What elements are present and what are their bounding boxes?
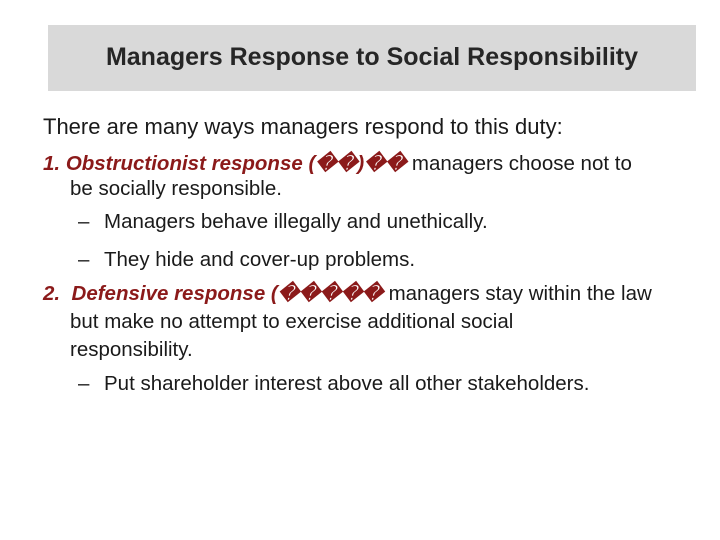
item-1-garbled-2: �� — [364, 152, 407, 175]
item-2-garbled-2: �� — [340, 282, 383, 305]
dash-bullet: – — [78, 372, 90, 395]
item-1-sub-1-text: Managers behave illegally and unethically. — [104, 210, 488, 233]
item-2-heading — [43, 282, 652, 306]
item-1-garbled: ��) — [315, 152, 365, 175]
item-1-continuation: be socially responsible. — [70, 177, 282, 200]
item-2-continuation-2: responsibility. — [70, 338, 193, 361]
dash-bullet: – — [78, 210, 90, 233]
item-1-heading — [43, 152, 632, 176]
title-box — [48, 25, 696, 91]
item-2-garbled: ��� — [277, 282, 341, 305]
item-1-sub-1 — [78, 210, 488, 234]
dash-bullet: – — [78, 248, 90, 271]
item-2-rest: managers stay within the law — [388, 282, 652, 305]
item-1-term: Obstructionist response ( — [65, 152, 316, 175]
item-2-sub-1-text: Put shareholder interest above all other stakeholders. — [104, 372, 590, 395]
item-1-rest: managers choose not to — [411, 152, 632, 175]
item-1-sub-2 — [78, 248, 415, 272]
item-2-term: Defensive response ( — [71, 282, 278, 305]
item-2-continuation-1: but make no attempt to exercise additional social — [70, 310, 514, 333]
item-1-sub-2-text: They hide and cover-up problems. — [104, 248, 416, 271]
intro-text: There are many ways managers respond to this duty: — [43, 114, 563, 139]
item-1-number: 1. — [43, 152, 61, 175]
slide-title: Managers Response to Social Responsibility — [105, 43, 639, 71]
item-2-sub-1 — [78, 372, 589, 396]
item-2-number: 2. — [43, 282, 61, 305]
